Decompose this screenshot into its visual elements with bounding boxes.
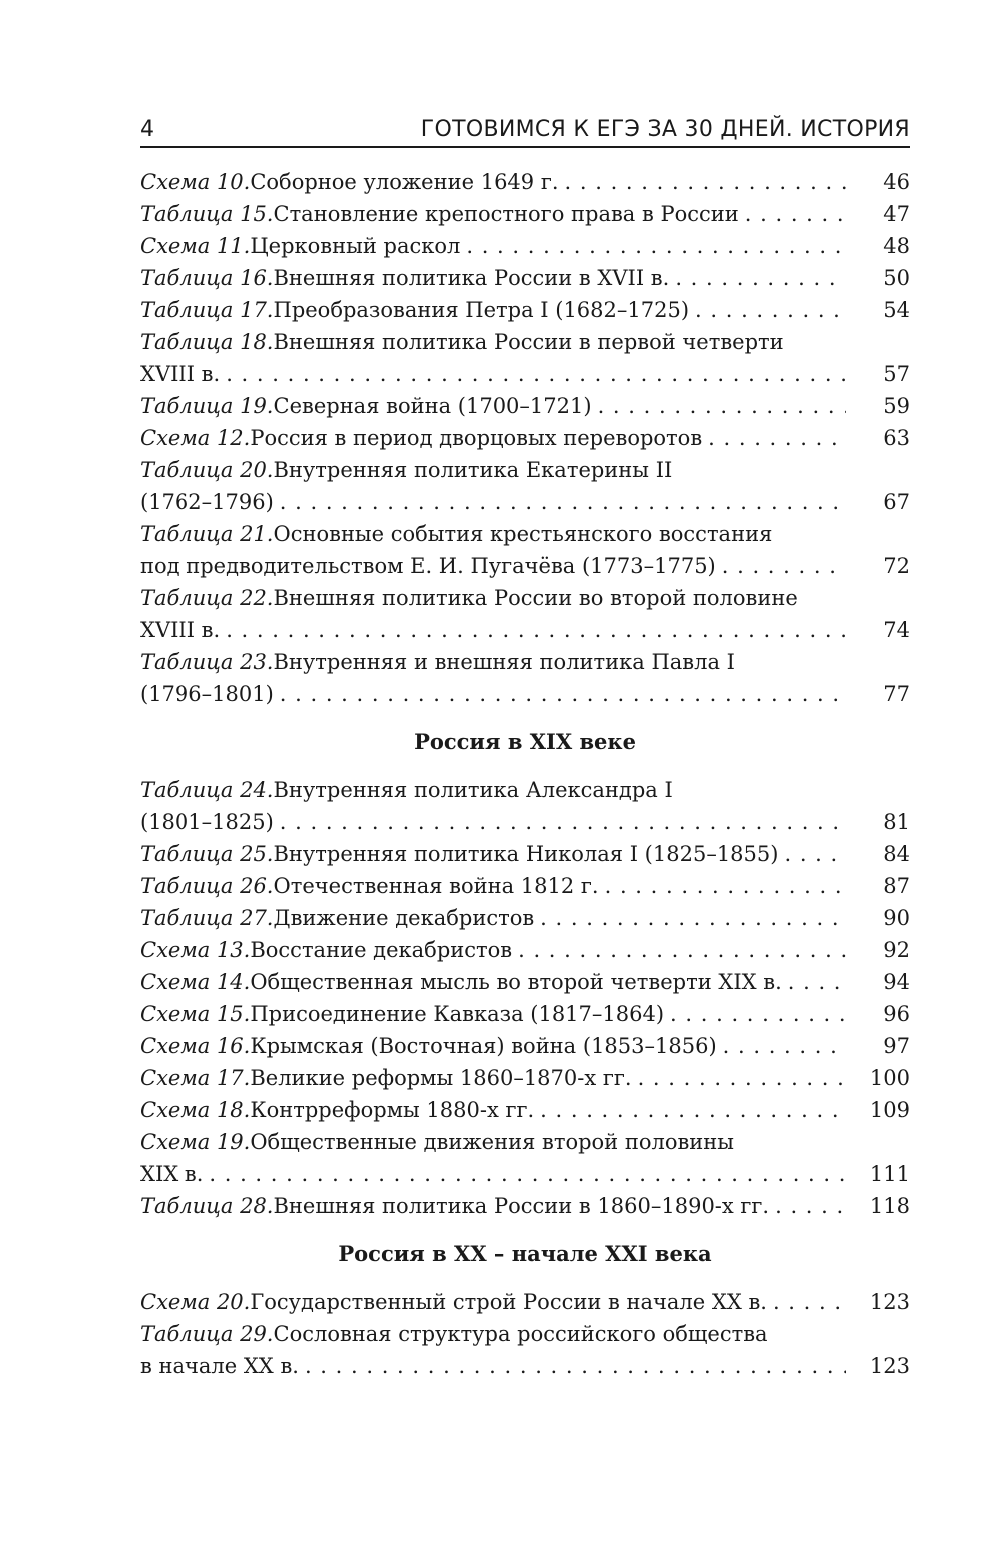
header-rule	[140, 146, 910, 148]
toc-entry-label: Схема 17.	[140, 1066, 251, 1090]
toc-entry-line	[140, 998, 910, 1030]
toc-entry-line	[140, 294, 910, 326]
toc-entry-line	[140, 614, 910, 646]
toc-entry-label: Таблица 27.	[140, 906, 274, 930]
toc-entry-title-continued: (1801–1825)	[140, 810, 274, 834]
toc-entry-title-continued: (1796–1801)	[140, 682, 274, 706]
toc-entry	[140, 998, 910, 1030]
toc-entry-line	[140, 358, 910, 390]
toc-entry-label: Таблица 20.	[140, 458, 274, 482]
toc-entry-label: Схема 18.	[140, 1098, 251, 1122]
toc-entry-page: 87	[883, 874, 910, 898]
toc-entry-label: Схема 12.	[140, 426, 251, 450]
toc-entry-label: Таблица 22.	[140, 586, 274, 610]
toc-entry-title: Соборное уложение 1649 г.	[250, 170, 559, 194]
toc-entry-title: Преобразования Петра I (1682–1725)	[273, 298, 690, 322]
toc-entry-page: 84	[883, 842, 910, 866]
toc-entry-page: 59	[883, 394, 910, 418]
toc-entry-title: Внутренняя и внешняя политика Павла I	[273, 650, 735, 674]
toc-entry-line	[140, 902, 910, 934]
toc-entry	[140, 326, 910, 390]
dot-leader	[280, 486, 846, 518]
toc-entry-page: 54	[883, 298, 910, 322]
toc-entry-line	[140, 1030, 910, 1062]
toc-entry-title: Внешняя политика России в первой четверти	[273, 330, 784, 354]
toc-entry-label: Таблица 21.	[140, 522, 274, 546]
toc-entry-line	[140, 1062, 910, 1094]
toc-entry	[140, 1318, 910, 1382]
dot-leader	[745, 198, 846, 230]
toc-entry-page: 48	[883, 234, 910, 258]
toc-entry-title: Северная война (1700–1721)	[273, 394, 592, 418]
toc-entry	[140, 390, 910, 422]
toc-entry	[140, 454, 910, 518]
toc-entry-title-continued: (1762–1796)	[140, 490, 274, 514]
dot-leader	[670, 998, 846, 1030]
toc-entry-label: Таблица 26.	[140, 874, 274, 898]
dot-leader	[209, 1158, 846, 1190]
toc-entry	[140, 230, 910, 262]
dot-leader	[695, 294, 846, 326]
toc-entry-title: Внутренняя политика Екатерины II	[273, 458, 673, 482]
toc-entry-title: Общественные движения второй половины	[250, 1130, 734, 1154]
toc-entry-label: Таблица 18.	[140, 330, 274, 354]
toc-entry-page: 118	[869, 1194, 910, 1218]
toc-group-20-century	[140, 1286, 910, 1382]
dot-leader	[305, 1350, 846, 1382]
toc-entry	[140, 774, 910, 838]
toc-entry	[140, 646, 910, 710]
toc-entry-line	[140, 1158, 910, 1190]
dot-leader	[280, 678, 846, 710]
toc-entry-line	[140, 486, 910, 518]
dot-leader	[775, 1190, 846, 1222]
toc-entry-title-continued: XVIII в.	[140, 362, 221, 386]
dot-leader	[226, 358, 846, 390]
toc-entry-line	[140, 1350, 910, 1382]
toc-entry	[140, 422, 910, 454]
toc-entry-page: 77	[883, 682, 910, 706]
running-title: ГОТОВИМСЯ К ЕГЭ ЗА 30 ДНЕЙ. ИСТОРИЯ	[420, 117, 910, 142]
toc-entry-label: Схема 14.	[140, 970, 251, 994]
toc-entry-line	[140, 1094, 910, 1126]
toc-entry	[140, 294, 910, 326]
toc-entry-label: Схема 20.	[140, 1290, 251, 1314]
toc-entry-page: 63	[883, 426, 910, 450]
toc-entry-title: Сословная структура российского общества	[273, 1322, 768, 1346]
toc-entry-line	[140, 166, 910, 198]
running-header	[140, 102, 910, 142]
toc-entry-line	[140, 678, 910, 710]
table-of-contents	[140, 166, 910, 1382]
toc-entry	[140, 1062, 910, 1094]
toc-entry-page: 123	[869, 1354, 910, 1378]
toc-entry-label: Таблица 16.	[140, 266, 274, 290]
dot-leader	[708, 422, 846, 454]
toc-entry-label: Таблица 29.	[140, 1322, 274, 1346]
toc-entry-label: Схема 15.	[140, 1002, 251, 1026]
toc-entry	[140, 166, 910, 198]
toc-entry-label: Таблица 25.	[140, 842, 274, 866]
toc-entry-label: Схема 16.	[140, 1034, 251, 1058]
toc-entry-title: Внешняя политика России во второй половине	[273, 586, 798, 610]
toc-entry-line	[140, 1126, 910, 1158]
toc-entry-line	[140, 550, 910, 582]
toc-entry	[140, 1094, 910, 1126]
toc-entry-page: 97	[883, 1034, 910, 1058]
toc-entry-title: Восстание декабристов	[250, 938, 513, 962]
toc-entry-page: 90	[883, 906, 910, 930]
dot-leader	[466, 230, 846, 262]
toc-entry-page: 96	[883, 1002, 910, 1026]
toc-entry-page: 94	[883, 970, 910, 994]
toc-entry-title-continued: XVIII в.	[140, 618, 221, 642]
section-heading-20-century: Россия в XX – начале XXI века	[338, 1241, 712, 1266]
toc-entry-title: Основные события крестьянского восстания	[273, 522, 773, 546]
toc-entry-title: Внутренняя политика Николая I (1825–1855)	[273, 842, 779, 866]
toc-entry-page: 74	[883, 618, 910, 642]
toc-entry-title: Государственный строй России в начале XX в.	[250, 1290, 767, 1314]
toc-entry	[140, 198, 910, 230]
toc-entry	[140, 1126, 910, 1190]
toc-entry-line	[140, 870, 910, 902]
toc-entry-title: Отечественная война 1812 г.	[273, 874, 599, 898]
toc-entry	[140, 838, 910, 870]
toc-entry-line	[140, 966, 910, 998]
toc-entry-page: 46	[883, 170, 910, 194]
toc-entry-line	[140, 646, 910, 678]
dot-leader	[605, 870, 846, 902]
toc-entry-line	[140, 454, 910, 486]
toc-entry-title: Движение декабристов	[273, 906, 535, 930]
dot-leader	[540, 902, 846, 934]
toc-entry-page: 57	[883, 362, 910, 386]
toc-entry	[140, 870, 910, 902]
dot-leader	[773, 1286, 846, 1318]
toc-entry	[140, 518, 910, 582]
toc-entry	[140, 966, 910, 998]
section-heading-19-century: Россия в XIX веке	[414, 729, 636, 754]
toc-entry-line	[140, 582, 910, 614]
toc-group-19-century	[140, 774, 910, 1222]
toc-entry-page: 92	[883, 938, 910, 962]
toc-entry-title-continued: в начале XX в.	[140, 1354, 299, 1378]
toc-entry-label: Схема 10.	[140, 170, 251, 194]
toc-entry-label: Таблица 15.	[140, 202, 274, 226]
toc-entry-title-continued: XIX в.	[140, 1162, 204, 1186]
dot-leader	[540, 1094, 846, 1126]
toc-entry-line	[140, 422, 910, 454]
toc-entry-line	[140, 1190, 910, 1222]
toc-entry-line	[140, 774, 910, 806]
toc-entry-label: Схема 13.	[140, 938, 251, 962]
toc-entry-line	[140, 198, 910, 230]
toc-entry-page: 67	[883, 490, 910, 514]
dot-leader	[280, 806, 846, 838]
toc-entry-label: Таблица 28.	[140, 1194, 274, 1218]
toc-entry-title: Внутренняя политика Александра I	[273, 778, 673, 802]
toc-group-17-18-century	[140, 166, 910, 710]
toc-entry	[140, 1030, 910, 1062]
toc-entry-page: 111	[869, 1162, 910, 1186]
toc-entry-title: Внешняя политика России в 1860–1890-х гг.	[273, 1194, 770, 1218]
toc-entry-page: 81	[883, 810, 910, 834]
toc-entry-title-continued: под предводительством Е. И. Пугачёва (1773–1775)	[140, 554, 716, 578]
dot-leader	[598, 390, 846, 422]
toc-entry-title: Великие реформы 1860–1870-х гг.	[250, 1066, 632, 1090]
toc-entry-label: Таблица 24.	[140, 778, 274, 802]
toc-entry	[140, 262, 910, 294]
toc-entry-label: Таблица 17.	[140, 298, 274, 322]
toc-entry-label: Таблица 19.	[140, 394, 274, 418]
dot-leader	[565, 166, 846, 198]
toc-entry-line	[140, 1286, 910, 1318]
toc-entry-line	[140, 230, 910, 262]
toc-entry-label: Таблица 23.	[140, 650, 274, 674]
toc-entry-line	[140, 326, 910, 358]
dot-leader	[723, 1030, 846, 1062]
dot-leader	[722, 550, 846, 582]
toc-entry-title: Внешняя политика России в XVII в.	[273, 266, 670, 290]
toc-entry-title: Становление крепостного права в России	[273, 202, 739, 226]
toc-entry-label: Схема 11.	[140, 234, 251, 258]
toc-entry-line	[140, 806, 910, 838]
toc-entry	[140, 934, 910, 966]
toc-entry-line	[140, 838, 910, 870]
toc-entry-line	[140, 934, 910, 966]
toc-entry-page: 109	[869, 1098, 910, 1122]
toc-entry-page: 47	[883, 202, 910, 226]
dot-leader	[518, 934, 846, 966]
toc-entry-title: Крымская (Восточная) война (1853–1856)	[250, 1034, 717, 1058]
dot-leader	[638, 1062, 846, 1094]
dot-leader	[784, 838, 846, 870]
toc-entry	[140, 1286, 910, 1318]
dot-leader	[788, 966, 846, 998]
toc-entry-title: Общественная мысль во второй четверти XIX в.	[250, 970, 782, 994]
page-number: 4	[140, 117, 155, 142]
toc-entry-page: 72	[883, 554, 910, 578]
toc-entry-title: Церковный раскол	[250, 234, 461, 258]
toc-entry	[140, 1190, 910, 1222]
toc-entry-label: Схема 19.	[140, 1130, 251, 1154]
toc-entry-line	[140, 518, 910, 550]
dot-leader	[675, 262, 846, 294]
toc-entry-page: 100	[869, 1066, 910, 1090]
toc-entry	[140, 902, 910, 934]
toc-entry-page: 123	[869, 1290, 910, 1314]
toc-entry-title: Присоединение Кавказа (1817–1864)	[250, 1002, 665, 1026]
toc-entry-line	[140, 390, 910, 422]
toc-entry	[140, 582, 910, 646]
dot-leader	[226, 614, 846, 646]
toc-entry-line	[140, 1318, 910, 1350]
toc-entry-line	[140, 262, 910, 294]
toc-entry-title: Россия в период дворцовых переворотов	[250, 426, 703, 450]
toc-entry-title: Контрреформы 1880-х гг.	[250, 1098, 535, 1122]
toc-entry-page: 50	[883, 266, 910, 290]
